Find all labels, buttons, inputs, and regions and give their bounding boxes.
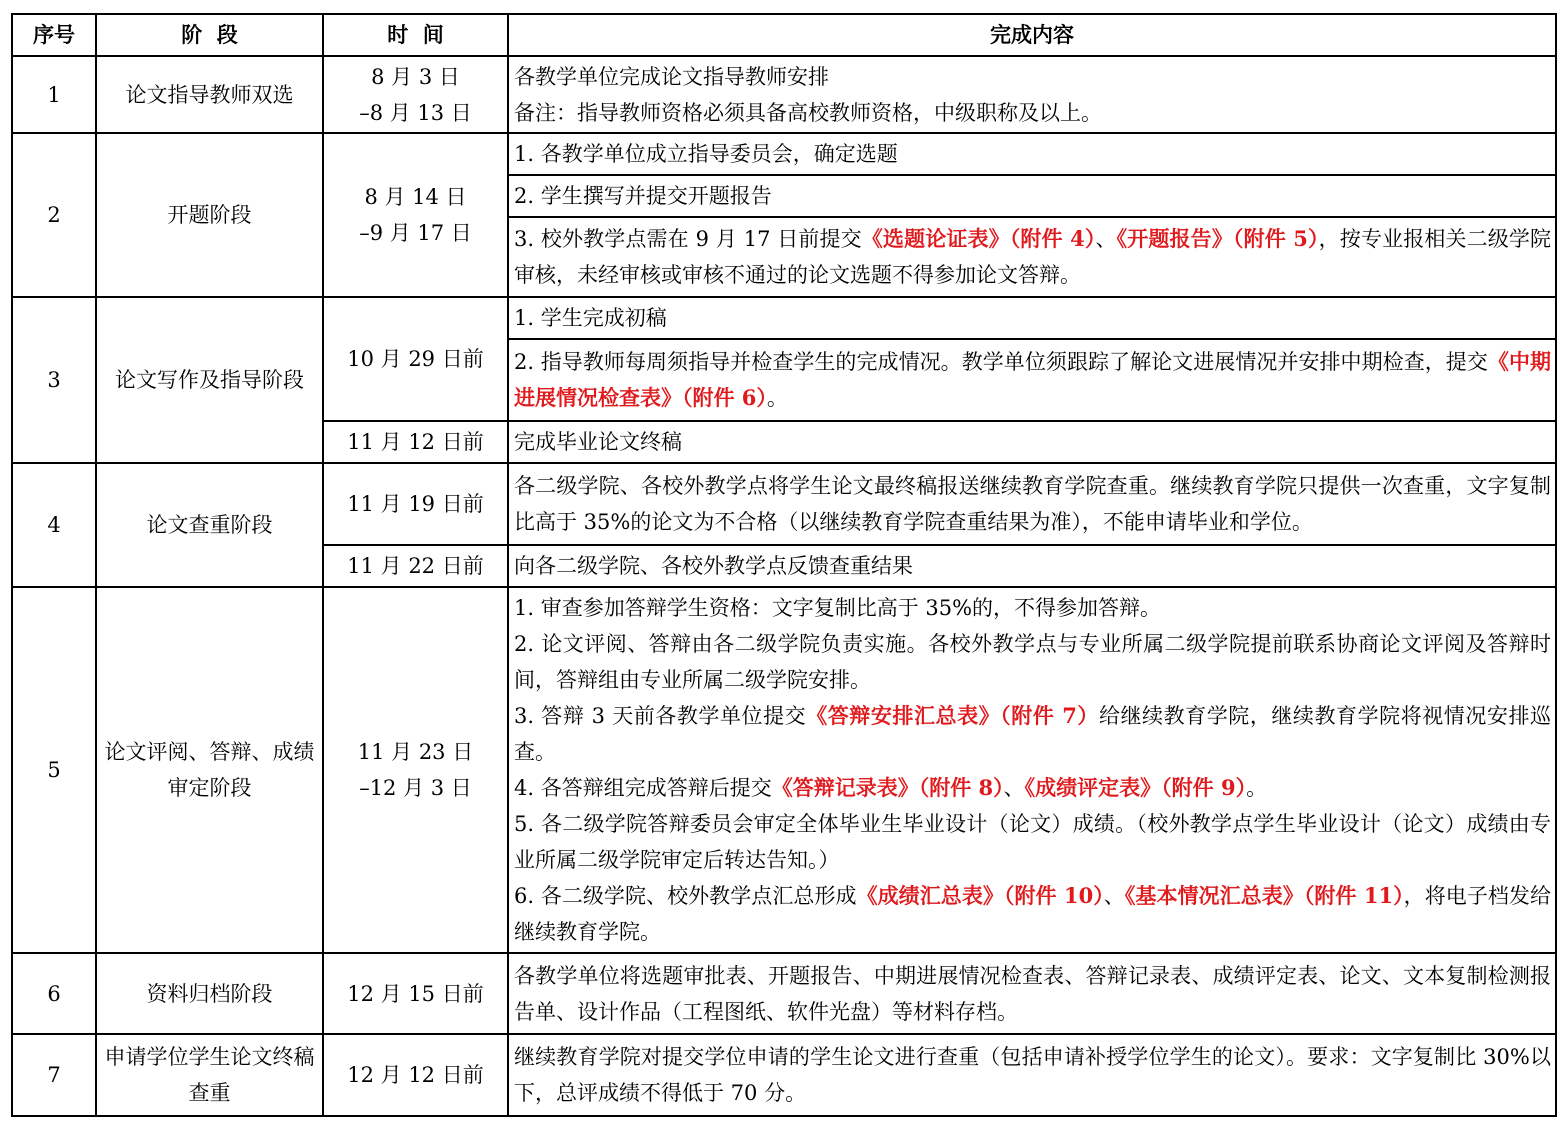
row-number: 4 [12, 463, 96, 587]
table-row [12, 953, 1556, 1034]
time-start: 8 月 3 日 [371, 64, 460, 89]
content-paragraph [514, 770, 1551, 806]
stage-cell: 申请学位学生论文终稿查重 [96, 1034, 323, 1116]
content-text: 4. 各答辩组完成答辩后提交 [514, 776, 772, 800]
content-paragraph [514, 698, 1551, 770]
attachment-link: 《答辩记录表》（附件 8） [771, 775, 1004, 800]
time-end: –9 月 17 日 [359, 221, 472, 245]
content-text: ，将电子档发给继续教育学院。 [514, 884, 1551, 944]
content-cell: 1. 各教学单位成立指导委员会，确定选题 [508, 133, 1556, 175]
attachment-link: 《成绩评定表》（附件 9） [1024, 775, 1247, 800]
stage-cell: 论文写作及指导阶段 [96, 297, 323, 463]
time-end: –8 月 13 日 [359, 100, 472, 125]
content-cell [508, 217, 1556, 297]
content-text: 2. 指导教师每周须指导并检查学生的完成情况。教学单位须跟踪了解论文进展情况并安排中期检查，提交 [514, 350, 1488, 374]
content-cell: 2. 学生撰写并提交开题报告 [508, 175, 1556, 217]
content-text: 、 [1095, 227, 1117, 251]
attachment-link: 《成绩汇总表》（附件 10） [856, 883, 1104, 908]
content-text: 3. 答辩 3 天前各教学单位提交 [514, 704, 807, 728]
content-text: ，按专业报相关二级学院审核，未经审核或审核不通过的论文选题不得参加论文答辩。 [514, 227, 1552, 287]
attachment-link: 《答辩安排汇总表》（附件 7） [806, 703, 1099, 728]
content-text: 、 [1003, 776, 1025, 800]
time-end: –12 月 3 日 [359, 776, 472, 800]
table-row [12, 1034, 1556, 1116]
content-text: 6. 各二级学院、校外教学点汇总形成 [514, 884, 857, 908]
content-paragraph: 5. 各二级学院答辩委员会审定全体毕业生毕业设计（论文）成绩。（校外教学点学生毕业设计（论文）成绩由专业所属二级学院审定后转达告知。） [514, 812, 1551, 872]
header-row [12, 14, 1556, 56]
content-text: 3. 校外教学点需在 9 月 17 日前提交 [514, 227, 862, 251]
row-number: 3 [12, 297, 96, 463]
content-cell: 向各二级学院、各校外教学点反馈查重结果 [508, 545, 1556, 587]
stage-cell: 开题阶段 [96, 133, 323, 297]
row-number: 5 [12, 587, 96, 953]
content-paragraph: 2. 论文评阅、答辩由各二级学院负责实施。各校外教学点与专业所属二级学院提前联系协商论文评阅及答辩时间，答辩组由专业所属二级学院安排。 [514, 632, 1551, 692]
stage-cell: 资料归档阶段 [96, 953, 323, 1034]
table-row [12, 297, 1556, 339]
content-paragraph [514, 878, 1551, 950]
content-paragraph: 1. 审查参加答辩学生资格：文字复制比高于 35%的，不得参加答辩。 [514, 596, 1162, 620]
time-cell: 10 月 29 日前 [323, 297, 508, 421]
content-cell [508, 587, 1556, 953]
content-text: 。 [1246, 776, 1268, 800]
content-text: 。 [766, 386, 788, 410]
row-number: 6 [12, 953, 96, 1034]
attachment-link: 《中期进展情况检查表》（附件 6） [514, 349, 1552, 410]
content-cell: 完成毕业论文终稿 [508, 421, 1556, 463]
time-start: 8 月 14 日 [364, 185, 467, 209]
time-cell [323, 56, 508, 133]
time-cell: 12 月 15 日前 [323, 953, 508, 1034]
header-no: 序号 [12, 14, 96, 56]
table-row [12, 133, 1556, 175]
content-cell: 继续教育学院对提交学位申请的学生论文进行查重（包括申请补授学位学生的论文）。要求：文字复制比 30%以下，总评成绩不得低于 70 分。 [508, 1034, 1556, 1116]
row-number: 1 [12, 56, 96, 133]
attachment-link: 《选题论证表》（附件 4） [861, 226, 1096, 251]
time-cell: 11 月 19 日前 [323, 463, 508, 545]
table-row [12, 56, 1556, 133]
content-cell: 各教学单位将选题审批表、开题报告、中期进展情况检查表、答辩记录表、成绩评定表、论文、文本复制检测报告单、设计作品（工程图纸、软件光盘）等材料存档。 [508, 953, 1556, 1034]
row-number: 2 [12, 133, 96, 297]
time-cell [323, 133, 508, 297]
content-cell [508, 56, 1556, 133]
content-text: 给继续教育学院，继续教育学院将视情况安排巡查。 [514, 704, 1552, 764]
content-cell: 1. 学生完成初稿 [508, 297, 1556, 339]
header-content: 完成内容 [508, 14, 1556, 56]
content-note: 备注：指导教师资格必须具备高校教师资格，中级职称及以上。 [514, 100, 1102, 125]
time-start: 11 月 23 日 [357, 740, 474, 764]
content-cell: 各二级学院、各校外教学点将学生论文最终稿报送继续教育学院查重。继续教育学院只提供一次查重，文字复制比高于 35%的论文为不合格（以继续教育学院查重结果为准），不能申请毕业和学位。 [508, 463, 1556, 545]
content-text: 、 [1103, 884, 1125, 908]
time-cell: 11 月 12 日前 [323, 421, 508, 463]
content-cell [508, 339, 1556, 421]
content-line: 各教学单位完成论文指导教师安排 [514, 64, 829, 89]
table-row [12, 587, 1556, 953]
stage-cell: 论文查重阶段 [96, 463, 323, 587]
row-number: 7 [12, 1034, 96, 1116]
time-cell [323, 587, 508, 953]
attachment-link: 《开题报告》（附件 5） [1116, 226, 1319, 251]
stage-cell: 论文指导教师双选 [96, 56, 323, 133]
header-stage: 阶 段 [96, 14, 323, 56]
time-cell: 11 月 22 日前 [323, 545, 508, 587]
header-time: 时 间 [323, 14, 508, 56]
schedule-table [11, 13, 1557, 1117]
attachment-link: 《基本情况汇总表》（附件 11） [1124, 883, 1404, 908]
table-row [12, 463, 1556, 545]
time-cell: 12 月 12 日前 [323, 1034, 508, 1116]
stage-cell: 论文评阅、答辩、成绩审定阶段 [96, 587, 323, 953]
